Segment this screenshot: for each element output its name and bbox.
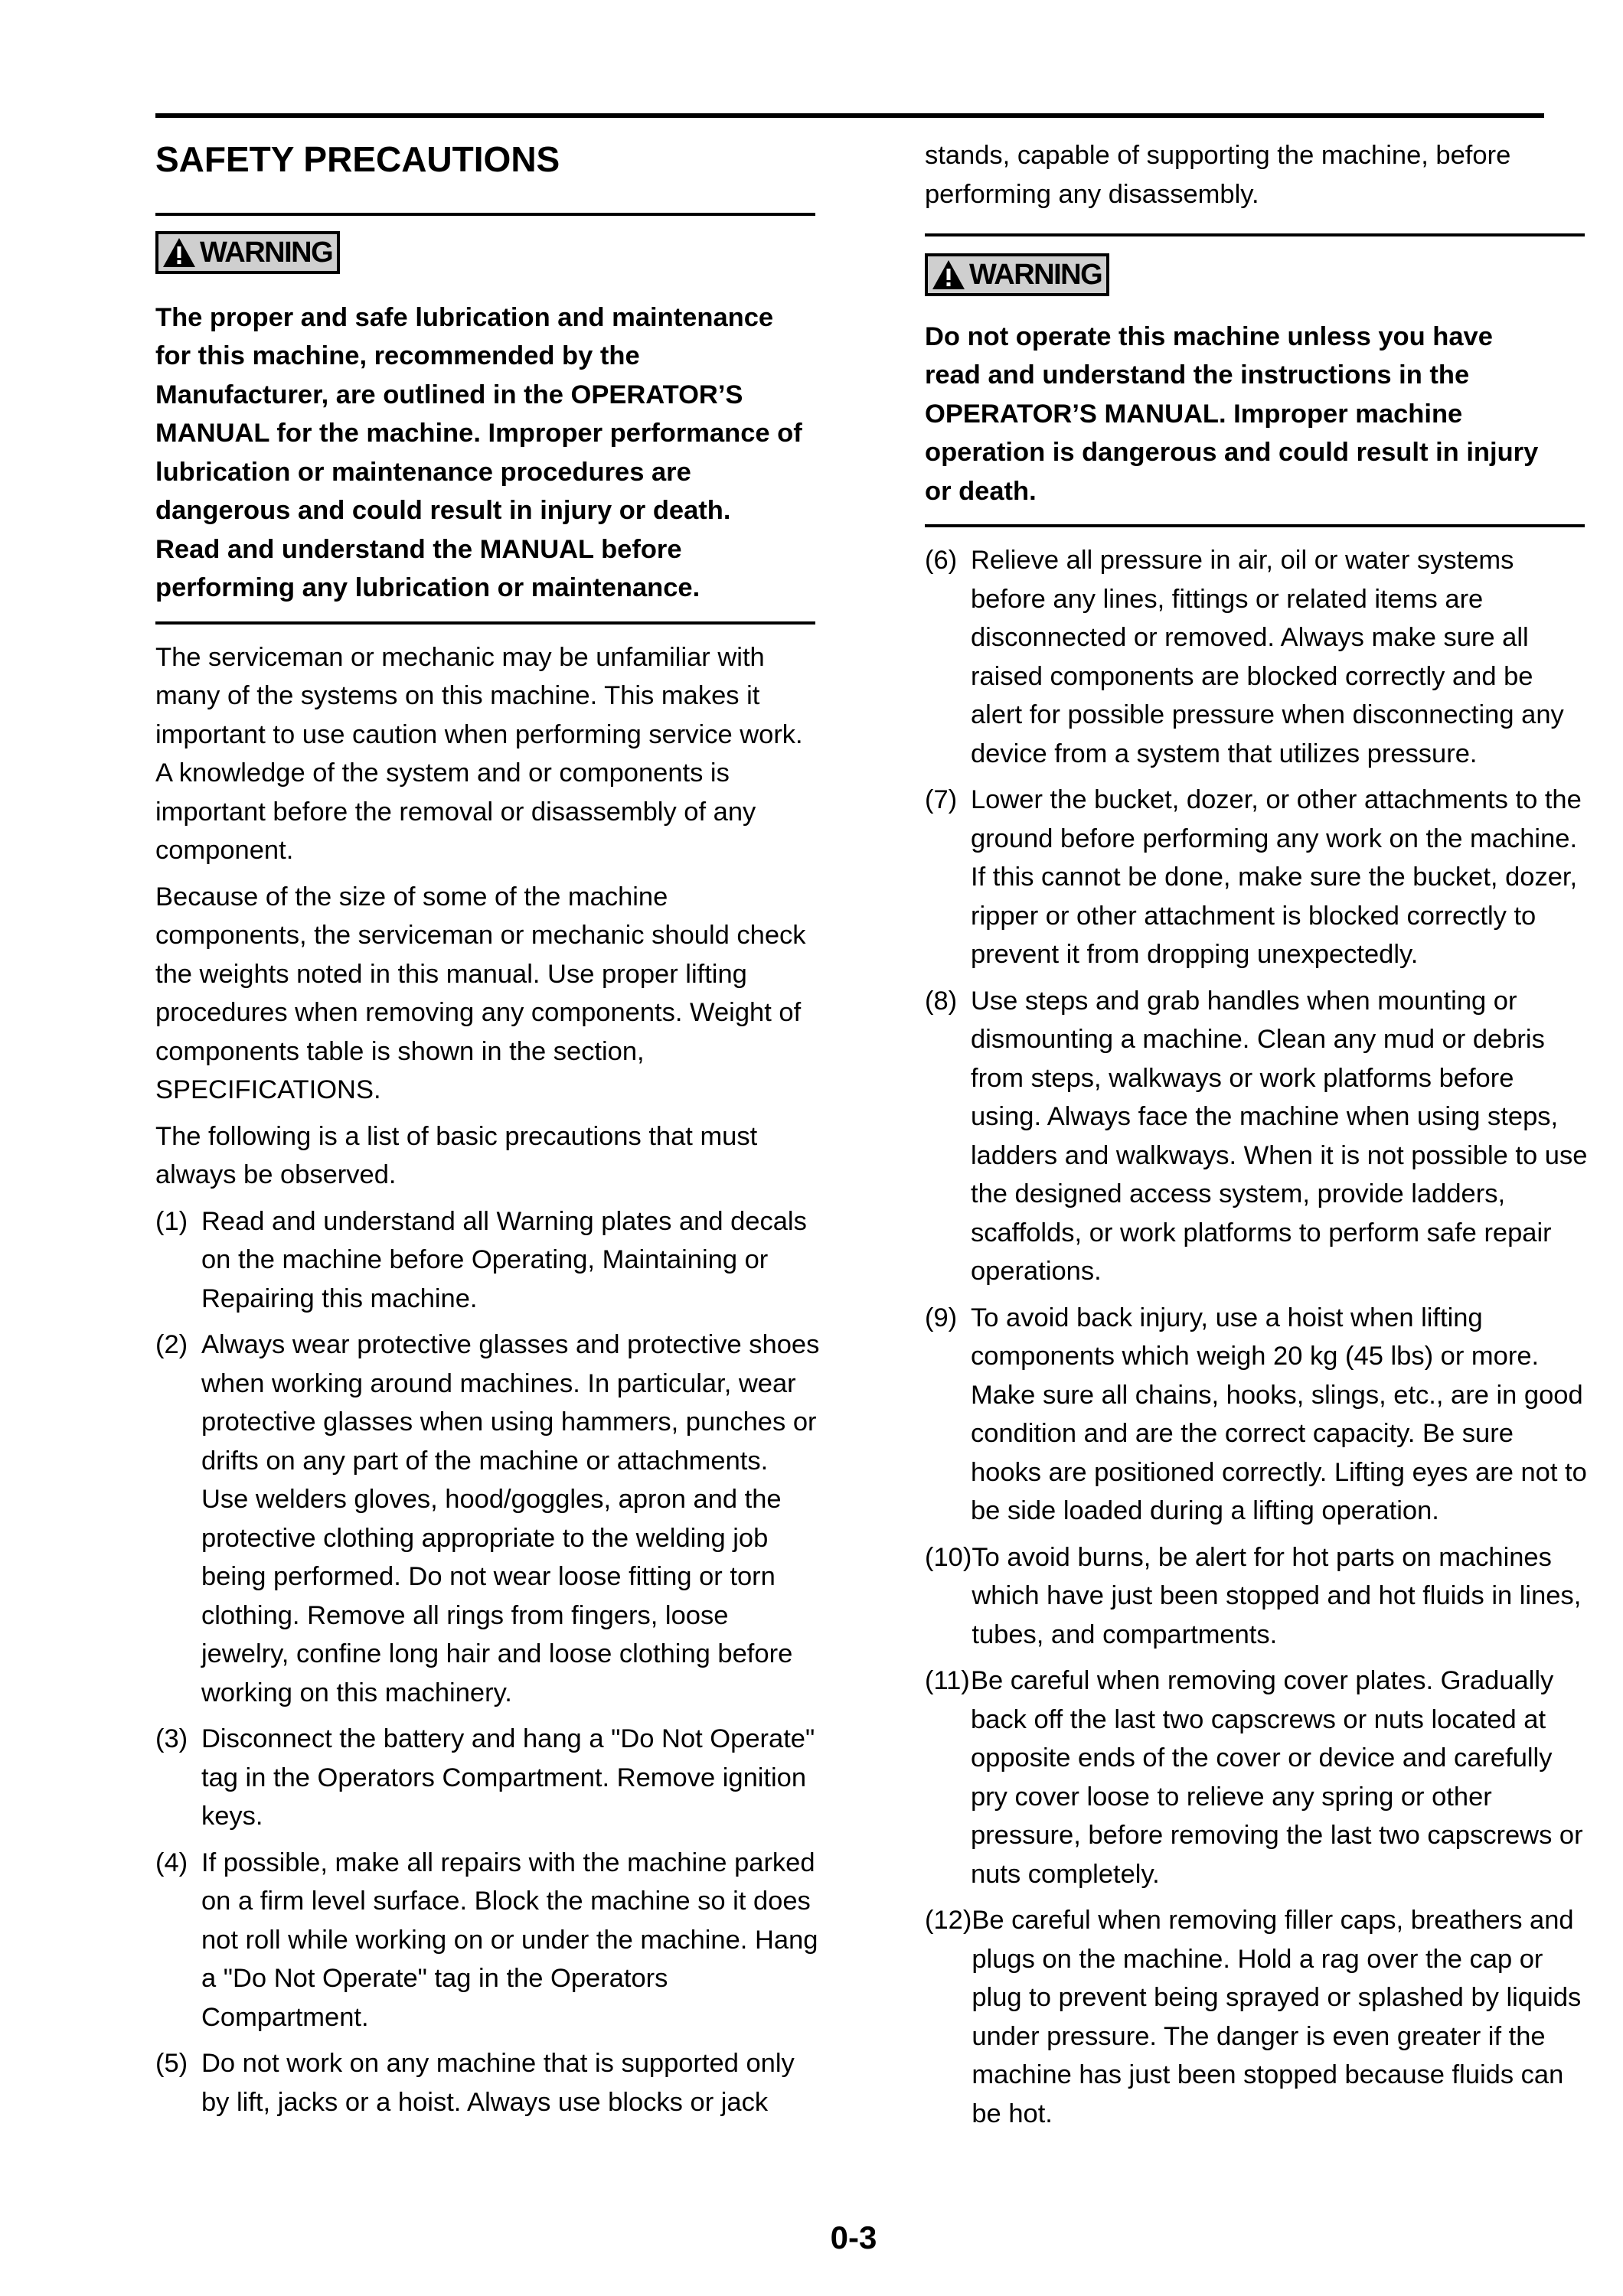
divider <box>925 233 1585 236</box>
list-item <box>155 1326 821 1712</box>
item-text: Disconnect the battery and hang a "Do Not Operate" tag in the Operators Compartment. Remove ignition keys. <box>201 1724 815 1831</box>
top-rule <box>155 113 1544 118</box>
item-text: Read and understand all Warning plates and decals on the machine before Operating, Maintaining or Repairing this machine. <box>201 1206 807 1313</box>
list-item <box>925 1299 1591 1531</box>
warning-label: WARNING <box>200 236 333 269</box>
list-item <box>925 541 1591 773</box>
warning-triangle-icon <box>162 236 197 269</box>
item-number: (7) <box>925 785 958 814</box>
paragraph: The following is a list of basic precautions that must always be observed. <box>155 1121 758 1189</box>
item-number: (4) <box>155 1848 188 1877</box>
list-item <box>925 982 1591 1291</box>
divider <box>925 524 1585 527</box>
item-number: (9) <box>925 1303 958 1332</box>
item-text: Always wear protective glasses and protective shoes when working around machines. In particular, wear protective glasses when using hammers, punches or drifts on any part of the machine or attachments. Use welders gloves, hood/goggles, apron and the protective clothing appropriate to the welding job being performed. Do not wear loose fitting or torn clothing. Remove all rings from fingers, loose jewelry, confine long hair and loose clothing before working on this machinery. <box>201 1330 820 1707</box>
list-item <box>155 1202 821 1319</box>
list-item <box>925 1901 1591 2133</box>
right-column <box>925 136 1591 2141</box>
item-text: Lower the bucket, dozer, or other attachments to the ground before performing any work on the machine. If this cannot be done, make sure the bucket, dozer, ripper or other attachment is blocked correctly to prevent it from dropping unexpectedly. <box>971 785 1582 969</box>
item-text: Be careful when removing cover plates. Gradually back off the last two capscrews or nuts located at opposite ends of the cover or device and carefully pry cover loose to relieve any spring or other pressure, before removing the last two capscrews or nuts completely. <box>971 1666 1583 1889</box>
item-number: (3) <box>155 1724 188 1753</box>
list-item <box>925 1662 1591 1893</box>
warning-badge <box>155 231 340 274</box>
page-title: SAFETY PRECAUTIONS <box>155 139 560 179</box>
item-text: If possible, make all repairs with the machine parked on a firm level surface. Block the machine so it does not roll while working on or under the machine. Hang a "Do Not Operate" tag in the Operators Compartment. <box>201 1848 818 2032</box>
paragraph: The serviceman or mechanic may be unfamiliar with many of the systems on this machine. This makes it important to use caution when performing service work. A knowledge of the system and or components is important before the removal or disassembly of any component. <box>155 642 803 865</box>
item-text: To avoid burns, be alert for hot parts on machines which have just been stopped and hot fluids in lines, tubes, and compartments. <box>972 1542 1582 1649</box>
list-item <box>155 1720 821 1836</box>
item-number: (1) <box>155 1206 188 1236</box>
warning-badge-container <box>155 231 821 280</box>
item-text: Do not work on any machine that is supported only by lift, jacks or a hoist. Always use blocks or jack <box>201 2049 795 2117</box>
item-number: (8) <box>925 986 958 1016</box>
warning-text: The proper and safe lubrication and maintenance for this machine, recommended by the Manufacturer, are outlined in the OPERATOR’S MANUAL for the machine. Improper performance of lubrication or maintenance procedures are dangerous and could result in injury or death. Read and understand the MANUAL before performing any lubrication or maintenance. <box>155 302 802 602</box>
item-text: To avoid back injury, use a hoist when lifting components which weigh 20 kg (45 lbs) or more. Make sure all chains, hooks, slings, etc., are in good condition and are the correct capacity. Be sure hooks are positioned correctly. Lifting eyes are not to be side loaded during a lifting operation. <box>971 1303 1587 1525</box>
warning-label: WARNING <box>969 259 1102 291</box>
list-item <box>925 781 1591 974</box>
page-number: 0-3 <box>830 2219 877 2255</box>
divider <box>155 621 815 625</box>
list-item <box>925 1538 1591 1655</box>
item-number: (5) <box>155 2049 188 2078</box>
item-number: (2) <box>155 1330 188 1359</box>
item-text: Use steps and grab handles when mounting or dismounting a machine. Clean any mud or debris from steps, walkways or work platforms before using. Always face the machine when using steps, ladders and walkways. When it is not possible to use the designed access system, provide ladders, scaffolds, or work platforms to perform safe repair operations. <box>971 986 1588 1286</box>
paragraph: Because of the size of some of the machine components, the serviceman or mechanic should check the weights noted in this manual. Use proper lifting procedures when removing any components. Weight of components table is shown in the section, SPECIFICATIONS. <box>155 882 806 1104</box>
item-text: Relieve all pressure in air, oil or water systems before any lines, fittings or related items are disconnected or removed. Always make sure all raised components are blocked correctly and be alert for possible pressure when disconnecting any device from a system that utilizes pressure. <box>971 546 1564 768</box>
list-item <box>155 1844 821 2037</box>
item-number: (10) <box>925 1542 972 1572</box>
item-number: (12) <box>925 1906 972 1935</box>
warning-triangle-icon <box>931 259 966 291</box>
warning-text: Do not operate this machine unless you have read and understand the instructions in the OPERATOR’S MANUAL. Improper machine operation is dangerous and could result in injury or death. <box>925 321 1539 506</box>
item-text: Be careful when removing filler caps, breathers and plugs on the machine. Hold a rag over the cap or plug to prevent being sprayed or splashed by liquids under pressure. The danger is even greater if the machine has just been stopped because fluids can be hot. <box>972 1906 1582 2128</box>
warning-badge-container <box>925 253 1591 302</box>
item-number: (6) <box>925 546 958 575</box>
warning-badge <box>925 253 1109 296</box>
list-item <box>155 2044 821 2122</box>
divider <box>155 213 815 216</box>
item-number: (11) <box>925 1666 970 1695</box>
continued-text: stands, capable of supporting the machine, before performing any disassembly. <box>925 141 1511 209</box>
left-column <box>155 135 821 2129</box>
